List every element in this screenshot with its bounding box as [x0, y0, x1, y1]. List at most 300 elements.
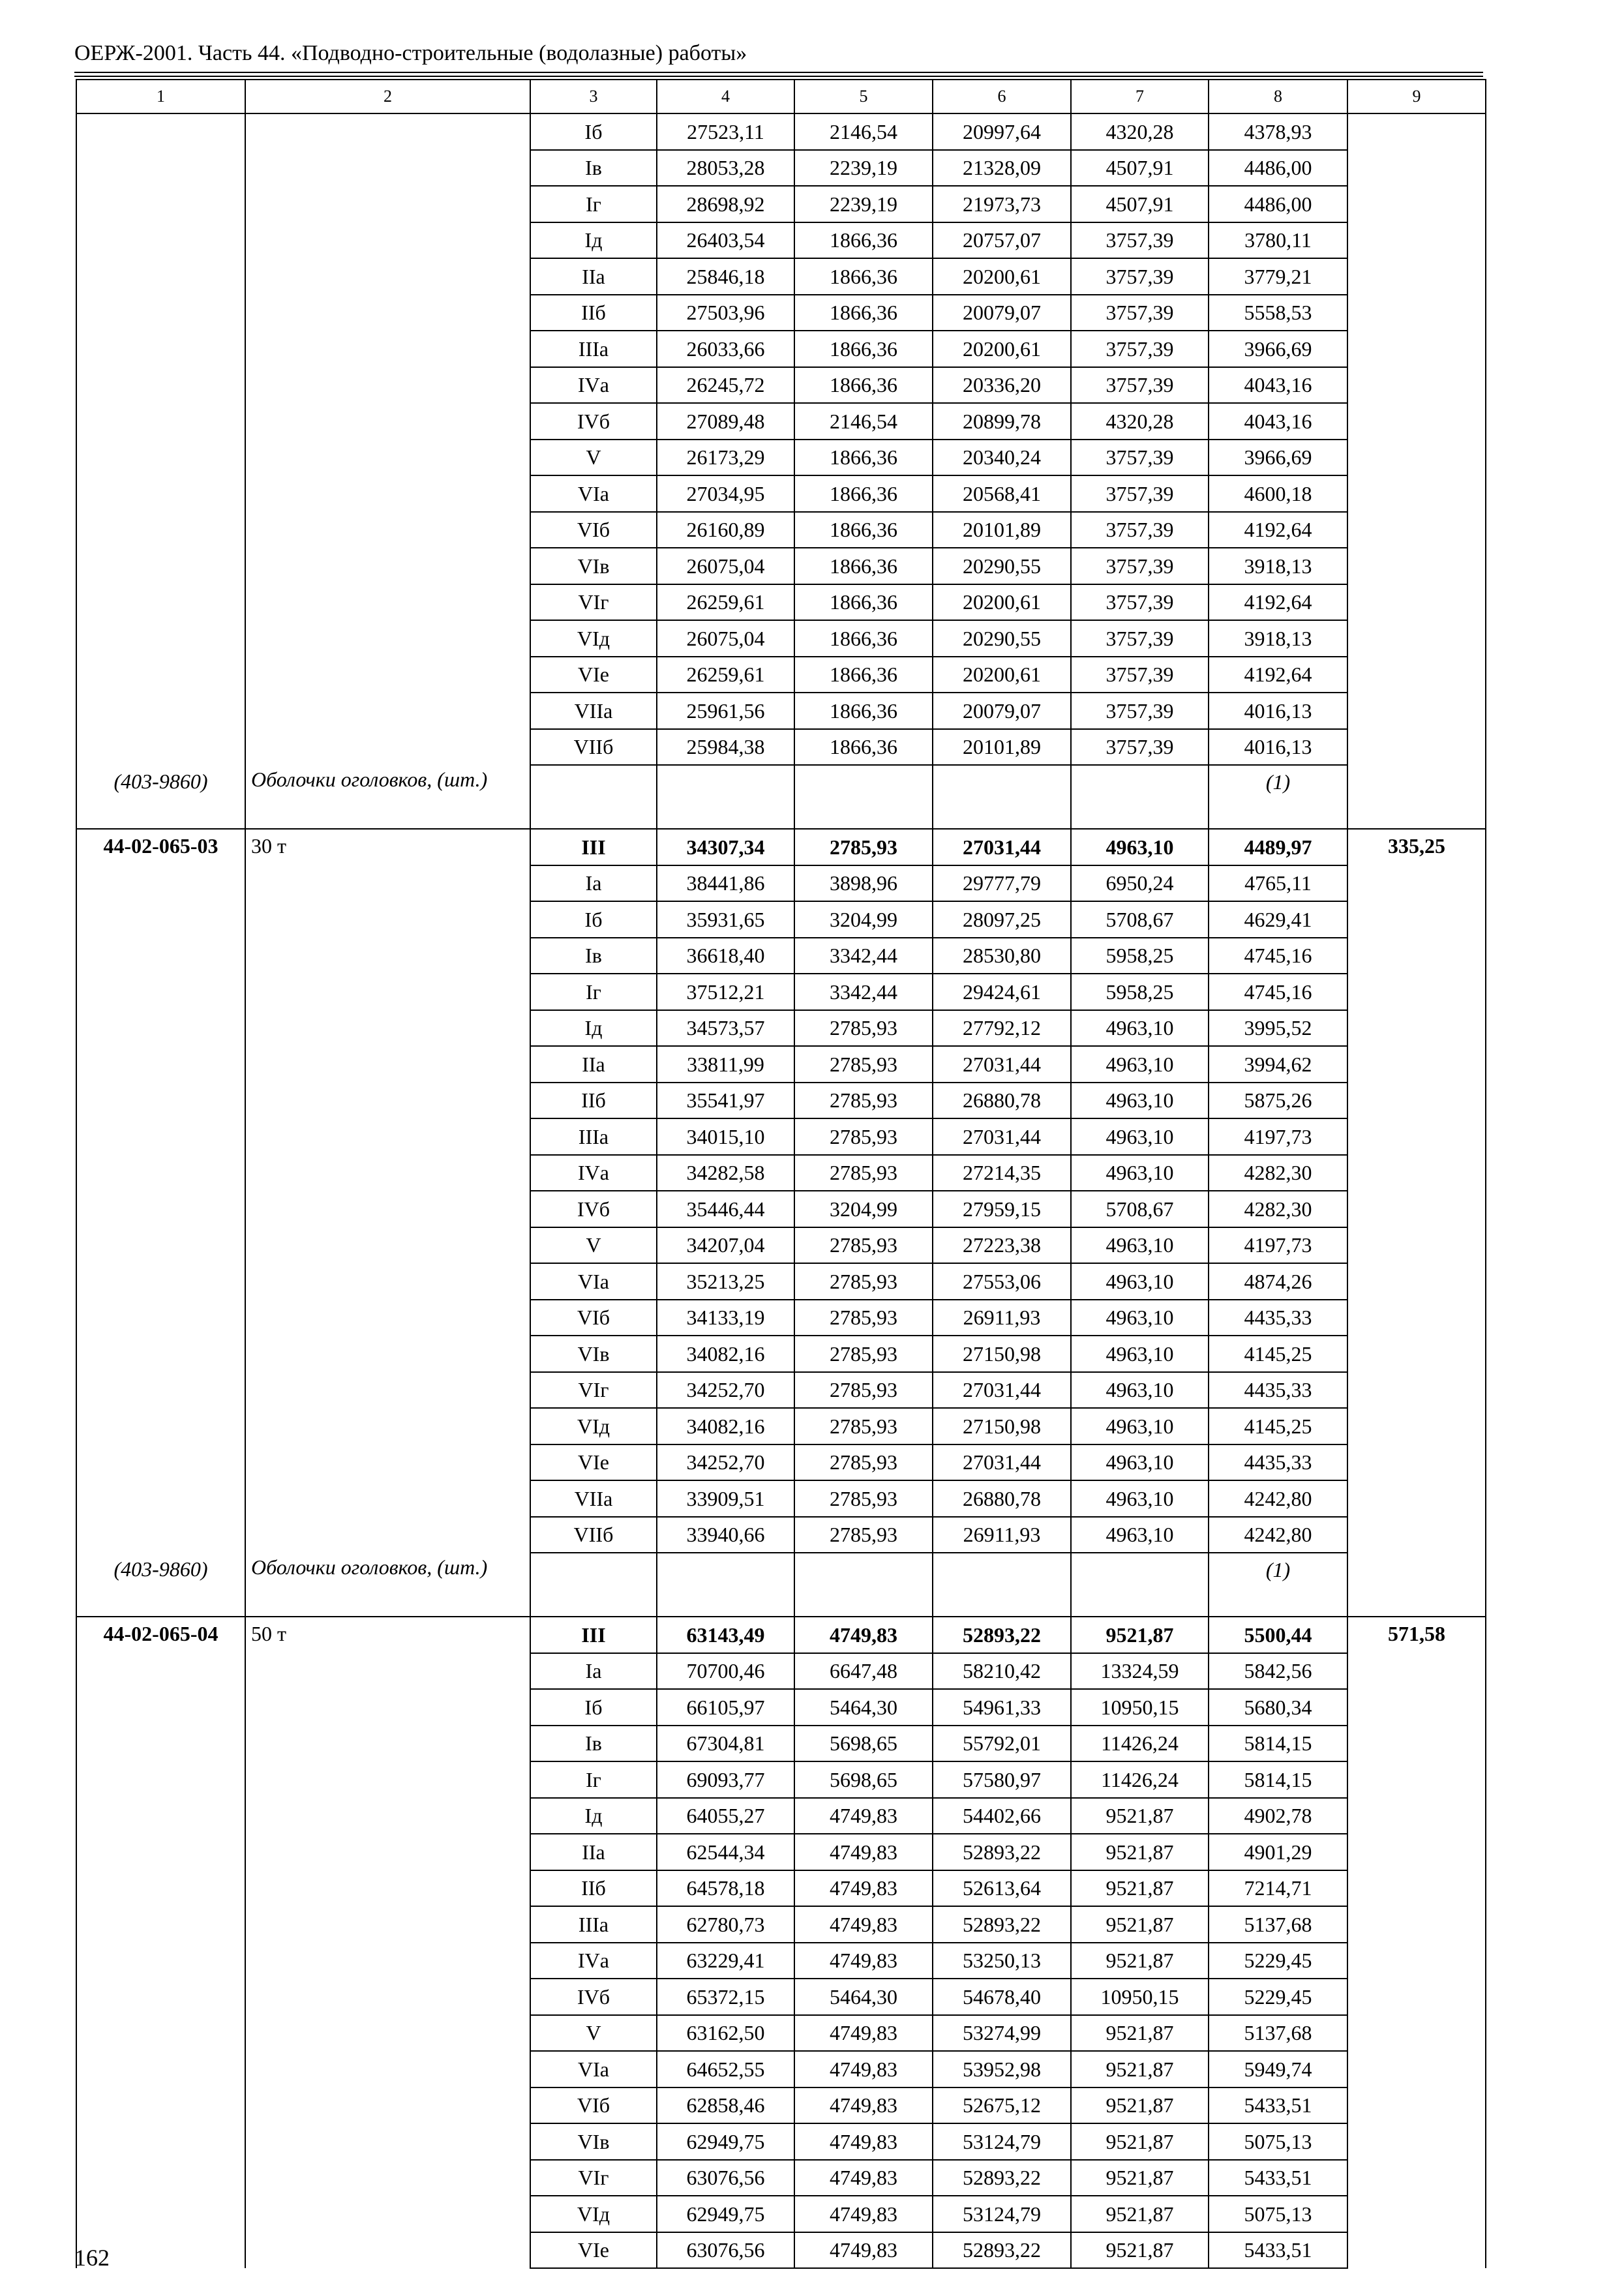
- name-cell: [245, 2232, 530, 2269]
- zone-cell: VIг: [530, 584, 657, 621]
- name-cell: [245, 2123, 530, 2160]
- machines-cell: 21973,73: [933, 186, 1071, 222]
- page-header: ОЕРЖ-2001. Часть 44. «Подводно-строительные (водолазные) работы»: [74, 41, 747, 65]
- name-cell: [245, 1118, 530, 1155]
- materials-cell: 5433,51: [1209, 2160, 1347, 2196]
- code-cell: [76, 367, 245, 404]
- machines-cell: 52893,22: [933, 2160, 1071, 2196]
- column-number: 1: [76, 80, 245, 113]
- materials-cell: 4192,64: [1209, 512, 1347, 548]
- table-row: [76, 1046, 1486, 1083]
- machines-cell: 20079,07: [933, 693, 1071, 729]
- wages-cell: 4749,83: [794, 2160, 933, 2196]
- labor-cell: [1347, 295, 1486, 331]
- machines-cell: 27553,06: [933, 1263, 1071, 1300]
- table-row: [76, 1300, 1486, 1336]
- zone-cell: VIIа: [530, 1480, 657, 1517]
- wages-cell: 2146,54: [794, 403, 933, 440]
- labor-cell: [1347, 1906, 1486, 1943]
- machines-cell: 20200,61: [933, 258, 1071, 295]
- code-cell: (403-9860): [76, 1553, 245, 1617]
- machines-cell: 27223,38: [933, 1227, 1071, 1264]
- operators-wages-cell: 5708,67: [1071, 1191, 1209, 1227]
- name-cell: [245, 1083, 530, 1119]
- name-cell: [245, 2087, 530, 2124]
- table-row: [76, 440, 1486, 476]
- operators-wages-cell: 9521,87: [1071, 2160, 1209, 2196]
- table-row: [76, 1726, 1486, 1762]
- code-cell: [76, 2051, 245, 2087]
- code-cell: [76, 2015, 245, 2052]
- total-cost-cell: [657, 1553, 794, 1617]
- code-cell: [76, 1408, 245, 1444]
- table-row: [76, 865, 1486, 902]
- materials-cell: 4242,80: [1209, 1517, 1347, 1553]
- machines-cell: 20200,61: [933, 584, 1071, 621]
- machines-cell: [933, 1553, 1071, 1617]
- operators-wages-cell: 3757,39: [1071, 693, 1209, 729]
- code-cell: [76, 1300, 245, 1336]
- name-cell: [245, 1155, 530, 1191]
- code-cell: [76, 974, 245, 1010]
- labor-cell: [1347, 222, 1486, 259]
- name-cell: [245, 620, 530, 657]
- wages-cell: 5464,30: [794, 1689, 933, 1726]
- materials-cell: 5229,45: [1209, 1943, 1347, 1979]
- wages-cell: 2146,54: [794, 113, 933, 150]
- code-cell: [76, 150, 245, 187]
- machines-cell: 29777,79: [933, 865, 1071, 902]
- operators-wages-cell: 4963,10: [1071, 1010, 1209, 1047]
- materials-cell: 3994,62: [1209, 1046, 1347, 1083]
- total-cost-cell: 26245,72: [657, 367, 794, 404]
- zone-cell: IVа: [530, 1155, 657, 1191]
- total-cost-cell: 27089,48: [657, 403, 794, 440]
- table-row: [76, 1906, 1486, 1943]
- materials-cell: 4745,16: [1209, 938, 1347, 974]
- zone-cell: III: [530, 1617, 657, 1653]
- materials-cell: 5075,13: [1209, 2123, 1347, 2160]
- table-row: [76, 1191, 1486, 1227]
- total-cost-cell: 34015,10: [657, 1118, 794, 1155]
- machines-cell: 52893,22: [933, 1834, 1071, 1870]
- total-cost-cell: 38441,86: [657, 865, 794, 902]
- name-cell: [245, 222, 530, 259]
- wages-cell: 3898,96: [794, 865, 933, 902]
- labor-cell: [1347, 1653, 1486, 1690]
- zone-cell: IIIа: [530, 331, 657, 367]
- code-cell: [76, 1979, 245, 2015]
- name-cell: [245, 1300, 530, 1336]
- table-row: [76, 693, 1486, 729]
- code-cell: [76, 657, 245, 693]
- name-cell: [245, 367, 530, 404]
- labor-cell: [1347, 1336, 1486, 1372]
- machines-cell: 29424,61: [933, 974, 1071, 1010]
- labor-cell: [1347, 403, 1486, 440]
- machines-cell: 27031,44: [933, 1372, 1071, 1409]
- zone-cell: IIа: [530, 258, 657, 295]
- machines-cell: 53124,79: [933, 2123, 1071, 2160]
- zone-cell: V: [530, 440, 657, 476]
- wages-cell: 4749,83: [794, 2196, 933, 2232]
- name-cell: [245, 1834, 530, 1870]
- materials-cell: 5075,13: [1209, 2196, 1347, 2232]
- labor-cell: [1347, 1834, 1486, 1870]
- wages-cell: 4749,83: [794, 2087, 933, 2124]
- machines-cell: 27150,98: [933, 1408, 1071, 1444]
- labor-cell: [1347, 1191, 1486, 1227]
- materials-cell: 5229,45: [1209, 1979, 1347, 2015]
- name-cell: [245, 1726, 530, 1762]
- labor-cell: [1347, 1689, 1486, 1726]
- total-cost-cell: 27503,96: [657, 295, 794, 331]
- operators-wages-cell: 4963,10: [1071, 1300, 1209, 1336]
- operators-wages-cell: 3757,39: [1071, 440, 1209, 476]
- zone-cell: Iг: [530, 186, 657, 222]
- operators-wages-cell: 3757,39: [1071, 584, 1209, 621]
- total-cost-cell: 27523,11: [657, 113, 794, 150]
- code-cell: [76, 1155, 245, 1191]
- operators-wages-cell: 9521,87: [1071, 1798, 1209, 1834]
- labor-cell: [1347, 693, 1486, 729]
- zone-cell: Iд: [530, 1798, 657, 1834]
- machines-cell: 27031,44: [933, 829, 1071, 865]
- wages-cell: 4749,83: [794, 1798, 933, 1834]
- column-number: 2: [245, 80, 530, 113]
- code-cell: [76, 1444, 245, 1481]
- wages-cell: 3342,44: [794, 938, 933, 974]
- code-cell: [76, 1517, 245, 1553]
- total-cost-cell: 33940,66: [657, 1517, 794, 1553]
- total-cost-cell: 34207,04: [657, 1227, 794, 1264]
- table-row: [76, 901, 1486, 938]
- code-cell: [76, 938, 245, 974]
- rates-table: [76, 79, 1486, 2269]
- zone-cell: Iв: [530, 1726, 657, 1762]
- wages-cell: 5698,65: [794, 1726, 933, 1762]
- name-cell: Оболочки оголовков, (шт.): [245, 1553, 530, 1617]
- column-number: 5: [794, 80, 933, 113]
- labor-cell: [1347, 2160, 1486, 2196]
- wages-cell: 1866,36: [794, 620, 933, 657]
- name-cell: [245, 729, 530, 766]
- table-row: [76, 657, 1486, 693]
- name-cell: [245, 440, 530, 476]
- operators-wages-cell: 9521,87: [1071, 1906, 1209, 1943]
- materials-cell: 4197,73: [1209, 1118, 1347, 1155]
- wages-cell: 5464,30: [794, 1979, 933, 2015]
- code-cell: [76, 1943, 245, 1979]
- zone-cell: VIа: [530, 2051, 657, 2087]
- total-cost-cell: 26173,29: [657, 440, 794, 476]
- table-row: [76, 1010, 1486, 1047]
- materials-cell: 3995,52: [1209, 1010, 1347, 1047]
- table-row: [76, 829, 1486, 865]
- labor-cell: [1347, 729, 1486, 766]
- code-cell: [76, 1798, 245, 1834]
- labor-cell: [1347, 1979, 1486, 2015]
- total-cost-cell: 34307,34: [657, 829, 794, 865]
- materials-cell: 5500,44: [1209, 1617, 1347, 1653]
- materials-cell: 4145,25: [1209, 1408, 1347, 1444]
- operators-wages-cell: 4507,91: [1071, 150, 1209, 187]
- labor-cell: [1347, 2015, 1486, 2052]
- labor-cell: [1347, 974, 1486, 1010]
- zone-cell: IVб: [530, 403, 657, 440]
- materials-cell: 4600,18: [1209, 475, 1347, 512]
- table-row: [76, 1689, 1486, 1726]
- operators-wages-cell: 3757,39: [1071, 367, 1209, 404]
- labor-cell: [1347, 367, 1486, 404]
- zone-cell: VIб: [530, 2087, 657, 2124]
- code-cell: [76, 1046, 245, 1083]
- total-cost-cell: 62949,75: [657, 2123, 794, 2160]
- total-cost-cell: 35446,44: [657, 1191, 794, 1227]
- labor-cell: [1347, 1046, 1486, 1083]
- materials-cell: 5433,51: [1209, 2232, 1347, 2269]
- wages-cell: 1866,36: [794, 222, 933, 259]
- name-cell: [245, 258, 530, 295]
- column-number: 6: [933, 80, 1071, 113]
- code-cell: [76, 865, 245, 902]
- machines-cell: 20568,41: [933, 475, 1071, 512]
- labor-cell: [1347, 331, 1486, 367]
- wages-cell: [794, 765, 933, 829]
- name-cell: [245, 475, 530, 512]
- zone-cell: [530, 1553, 657, 1617]
- total-cost-cell: 63162,50: [657, 2015, 794, 2052]
- materials-cell: 5680,34: [1209, 1689, 1347, 1726]
- zone-cell: Iг: [530, 1761, 657, 1798]
- labor-cell: 335,25: [1347, 829, 1486, 865]
- name-cell: [245, 548, 530, 584]
- code-cell: [76, 295, 245, 331]
- materials-cell: 4629,41: [1209, 901, 1347, 938]
- labor-cell: [1347, 765, 1486, 829]
- code-cell: 44-02-065-03: [76, 829, 245, 865]
- materials-cell: 4489,97: [1209, 829, 1347, 865]
- wages-cell: 4749,83: [794, 2123, 933, 2160]
- total-cost-cell: 33909,51: [657, 1480, 794, 1517]
- name-cell: [245, 938, 530, 974]
- wages-cell: 5698,65: [794, 1761, 933, 1798]
- name-cell: [245, 901, 530, 938]
- labor-cell: [1347, 113, 1486, 150]
- machines-cell: 27792,12: [933, 1010, 1071, 1047]
- labor-cell: [1347, 1155, 1486, 1191]
- wages-cell: 2239,19: [794, 150, 933, 187]
- labor-cell: [1347, 1408, 1486, 1444]
- wages-cell: 2785,93: [794, 1444, 933, 1481]
- total-cost-cell: 26259,61: [657, 584, 794, 621]
- operators-wages-cell: 9521,87: [1071, 2196, 1209, 2232]
- table-row: [76, 2196, 1486, 2232]
- operators-wages-cell: 3757,39: [1071, 657, 1209, 693]
- wages-cell: 2785,93: [794, 1083, 933, 1119]
- wages-cell: 4749,83: [794, 2232, 933, 2269]
- total-cost-cell: 64652,55: [657, 2051, 794, 2087]
- wages-cell: [794, 1553, 933, 1617]
- zone-cell: III: [530, 829, 657, 865]
- code-cell: [76, 186, 245, 222]
- operators-wages-cell: 3757,39: [1071, 331, 1209, 367]
- labor-cell: [1347, 1943, 1486, 1979]
- table-row: [76, 1083, 1486, 1119]
- wages-cell: 1866,36: [794, 729, 933, 766]
- table-row: [76, 1227, 1486, 1264]
- labor-cell: [1347, 512, 1486, 548]
- operators-wages-cell: 10950,15: [1071, 1979, 1209, 2015]
- total-cost-cell: 34282,58: [657, 1155, 794, 1191]
- total-cost-cell: 62858,46: [657, 2087, 794, 2124]
- wages-cell: 4749,83: [794, 1906, 933, 1943]
- table-row: [76, 295, 1486, 331]
- zone-cell: VIе: [530, 657, 657, 693]
- code-cell: [76, 584, 245, 621]
- name-cell: [245, 2160, 530, 2196]
- machines-cell: 20290,55: [933, 620, 1071, 657]
- labor-cell: [1347, 1553, 1486, 1617]
- total-cost-cell: 35931,65: [657, 901, 794, 938]
- name-cell: [245, 1906, 530, 1943]
- total-cost-cell: 34252,70: [657, 1444, 794, 1481]
- wages-cell: 2785,93: [794, 1336, 933, 1372]
- wages-cell: 1866,36: [794, 475, 933, 512]
- column-number: 4: [657, 80, 794, 113]
- table-row: [76, 2015, 1486, 2052]
- code-cell: [76, 693, 245, 729]
- materials-cell: 3779,21: [1209, 258, 1347, 295]
- zone-cell: V: [530, 1227, 657, 1264]
- materials-cell: 7214,71: [1209, 1870, 1347, 1907]
- operators-wages-cell: 5708,67: [1071, 901, 1209, 938]
- code-cell: 44-02-065-04: [76, 1617, 245, 1653]
- machines-cell: 53250,13: [933, 1943, 1071, 1979]
- zone-cell: V: [530, 2015, 657, 2052]
- wages-cell: 3204,99: [794, 1191, 933, 1227]
- labor-cell: [1347, 865, 1486, 902]
- code-cell: [76, 1870, 245, 1907]
- machines-cell: 26880,78: [933, 1083, 1071, 1119]
- wages-cell: 2785,93: [794, 1263, 933, 1300]
- name-cell: [245, 331, 530, 367]
- materials-cell: 4486,00: [1209, 150, 1347, 187]
- operators-wages-cell: 4963,10: [1071, 1155, 1209, 1191]
- operators-wages-cell: 3757,39: [1071, 620, 1209, 657]
- wages-cell: 1866,36: [794, 440, 933, 476]
- operators-wages-cell: 9521,87: [1071, 1834, 1209, 1870]
- total-cost-cell: 25846,18: [657, 258, 794, 295]
- total-cost-cell: 26160,89: [657, 512, 794, 548]
- labor-cell: [1347, 548, 1486, 584]
- table-row: [76, 2123, 1486, 2160]
- code-cell: [76, 258, 245, 295]
- machines-cell: 27214,35: [933, 1155, 1071, 1191]
- name-cell: 30 т: [245, 829, 530, 865]
- total-cost-cell: 63229,41: [657, 1943, 794, 1979]
- zone-cell: VIа: [530, 475, 657, 512]
- header-rule: [74, 72, 1483, 73]
- total-cost-cell: 35541,97: [657, 1083, 794, 1119]
- code-cell: [76, 222, 245, 259]
- materials-cell: 3918,13: [1209, 548, 1347, 584]
- machines-cell: 27031,44: [933, 1046, 1071, 1083]
- labor-cell: [1347, 1761, 1486, 1798]
- name-cell: [245, 1943, 530, 1979]
- table-row: [76, 938, 1486, 974]
- zone-cell: VIIб: [530, 729, 657, 766]
- materials-cell: 4435,33: [1209, 1372, 1347, 1409]
- materials-cell: 4486,00: [1209, 186, 1347, 222]
- operators-wages-cell: 13324,59: [1071, 1653, 1209, 1690]
- zone-cell: IIб: [530, 1083, 657, 1119]
- labor-cell: [1347, 1010, 1486, 1047]
- total-cost-cell: 65372,15: [657, 1979, 794, 2015]
- operators-wages-cell: 3757,39: [1071, 548, 1209, 584]
- materials-cell: 5433,51: [1209, 2087, 1347, 2124]
- machines-cell: 27031,44: [933, 1444, 1071, 1481]
- materials-cell: 4145,25: [1209, 1336, 1347, 1372]
- machines-cell: 53274,99: [933, 2015, 1071, 2052]
- code-cell: [76, 440, 245, 476]
- total-cost-cell: [657, 765, 794, 829]
- table-row: [76, 1553, 1486, 1617]
- zone-cell: VIг: [530, 2160, 657, 2196]
- machines-cell: [933, 765, 1071, 829]
- code-cell: [76, 901, 245, 938]
- total-cost-cell: 69093,77: [657, 1761, 794, 1798]
- wages-cell: 2785,93: [794, 1118, 933, 1155]
- operators-wages-cell: 4963,10: [1071, 1408, 1209, 1444]
- table-row: [76, 1943, 1486, 1979]
- name-cell: [245, 1517, 530, 1553]
- column-number: 8: [1209, 80, 1347, 113]
- materials-cell: 5137,68: [1209, 1906, 1347, 1943]
- machines-cell: 20997,64: [933, 113, 1071, 150]
- total-cost-cell: 64578,18: [657, 1870, 794, 1907]
- operators-wages-cell: 9521,87: [1071, 1943, 1209, 1979]
- table-row: [76, 1263, 1486, 1300]
- machines-cell: 52675,12: [933, 2087, 1071, 2124]
- zone-cell: IIIа: [530, 1906, 657, 1943]
- name-cell: [245, 1689, 530, 1726]
- total-cost-cell: 62949,75: [657, 2196, 794, 2232]
- total-cost-cell: 63076,56: [657, 2160, 794, 2196]
- operators-wages-cell: 3757,39: [1071, 512, 1209, 548]
- zone-cell: VIб: [530, 512, 657, 548]
- wages-cell: 1866,36: [794, 295, 933, 331]
- machines-cell: 52893,22: [933, 2232, 1071, 2269]
- code-cell: [76, 548, 245, 584]
- column-number: 9: [1347, 80, 1486, 113]
- total-cost-cell: 26075,04: [657, 620, 794, 657]
- zone-cell: IIа: [530, 1834, 657, 1870]
- labor-cell: [1347, 657, 1486, 693]
- zone-cell: VIд: [530, 620, 657, 657]
- name-cell: [245, 1372, 530, 1409]
- machines-cell: 20757,07: [933, 222, 1071, 259]
- name-cell: [245, 186, 530, 222]
- table-row: [76, 186, 1486, 222]
- name-cell: [245, 295, 530, 331]
- labor-cell: [1347, 440, 1486, 476]
- total-cost-cell: 62780,73: [657, 1906, 794, 1943]
- wages-cell: 2785,93: [794, 1046, 933, 1083]
- name-cell: [245, 512, 530, 548]
- materials-cell: (1): [1209, 765, 1347, 829]
- operators-wages-cell: 9521,87: [1071, 2123, 1209, 2160]
